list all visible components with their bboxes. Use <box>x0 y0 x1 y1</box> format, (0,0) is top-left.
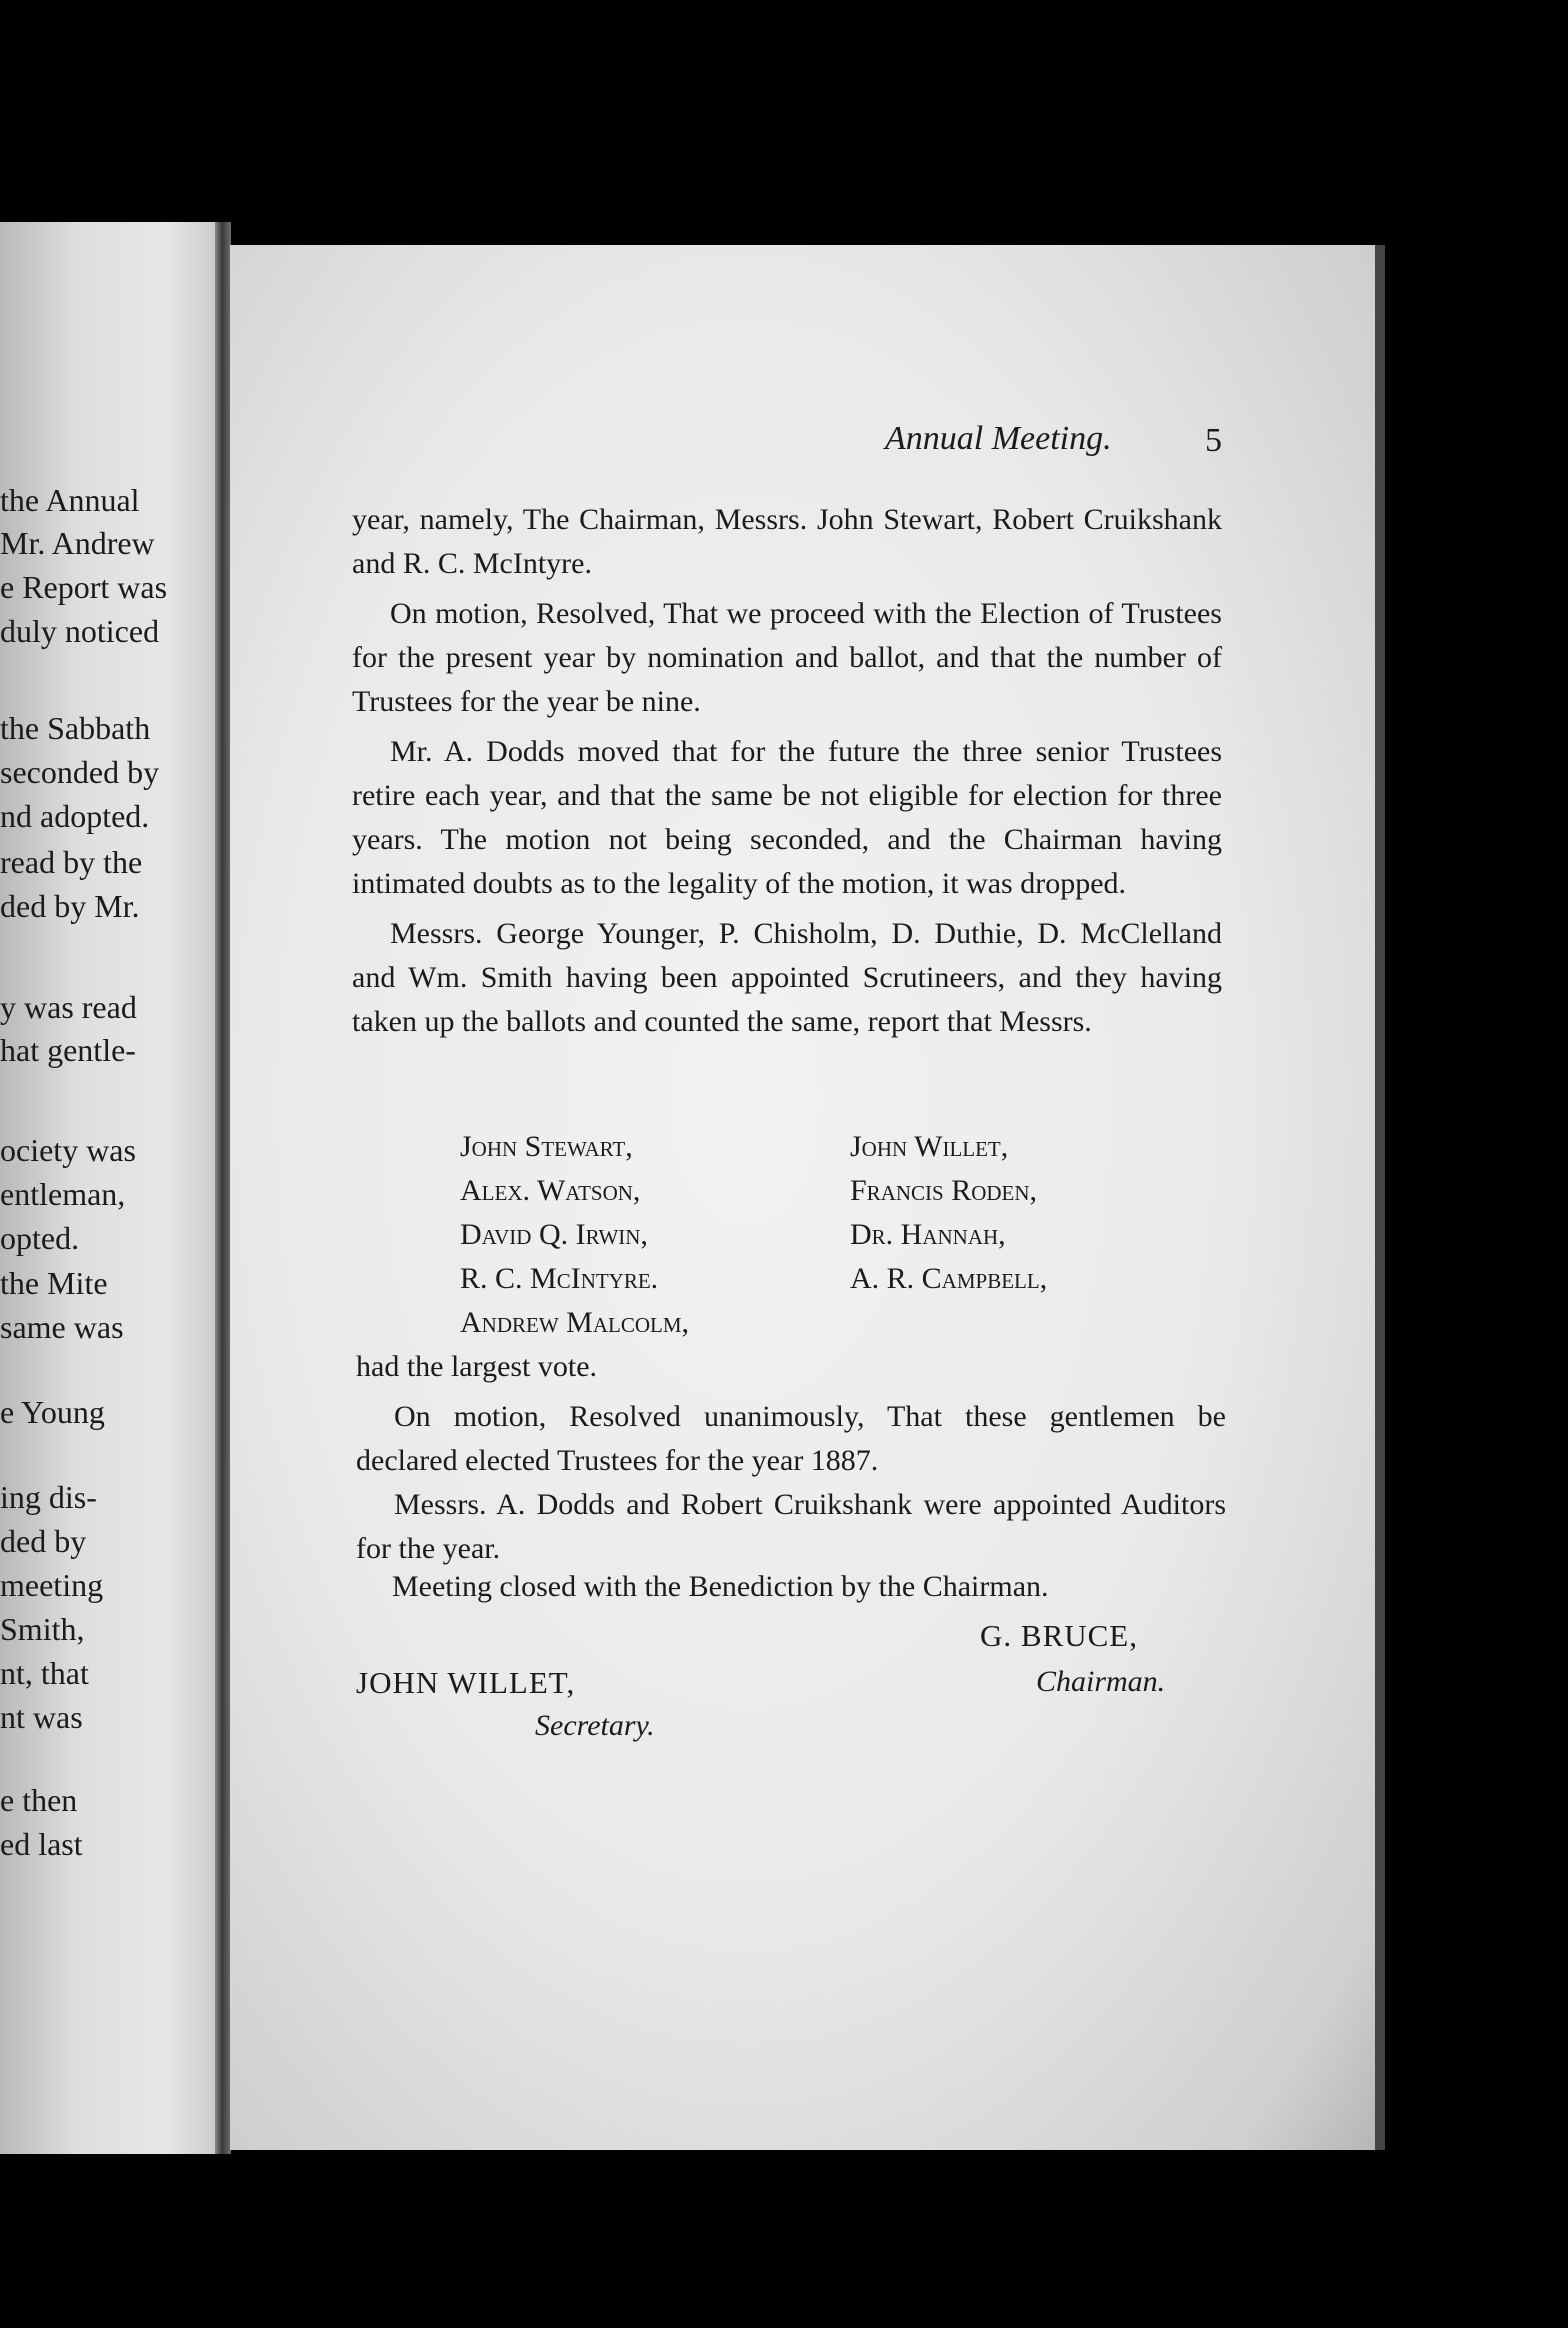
page-number: 5 <box>1205 422 1222 459</box>
running-header: Annual Meeting. <box>885 420 1112 457</box>
trustee-name: Dr. Hannah, <box>850 1218 1006 1251</box>
left-line: nd adopted. <box>0 798 150 834</box>
paragraph: Mr. A. Dodds moved that for the future the three senior Trustees retire each year, and that the same be not eligible for election for three years. The motion not being seconded, and the Chairman having intimated doubts as to the legality of the motion, it was dropped. <box>352 735 1222 900</box>
chairman-signature: G. BRUCE, <box>980 1618 1138 1653</box>
trustee-name: John Willet, <box>850 1130 1009 1163</box>
left-line: Smith, <box>0 1611 85 1647</box>
resolutions <box>356 1395 1226 1571</box>
secretary-signature: JOHN WILLET, <box>356 1665 576 1700</box>
paragraph: On motion, Resolved unanimously, That these gentlemen be declared elected Trustees for the year 1887. <box>356 1400 1226 1477</box>
left-line: entleman, <box>0 1176 126 1212</box>
trustee-name: David Q. Irwin, <box>460 1218 648 1251</box>
trustee-name: Andrew Malcolm, <box>460 1306 689 1339</box>
left-line: seconded by <box>0 754 160 790</box>
body-text <box>352 498 1222 1044</box>
trustee-name: Alex. Watson, <box>460 1174 641 1207</box>
secretary-title: Secretary. <box>535 1709 655 1742</box>
closing-line: Meeting closed with the Benediction by the Chairman. <box>392 1570 1049 1603</box>
left-line: nt, that <box>0 1655 89 1691</box>
trustee-column-right <box>850 1125 1047 1301</box>
paragraph: Messrs. George Younger, P. Chisholm, D. Duthie, D. McClelland and Wm. Smith having been appointed Scrutineers, and they having taken up the ballots and counted the same, report that Messrs. <box>352 917 1222 1038</box>
left-line: the Mite <box>0 1265 108 1301</box>
left-line: ded by Mr. <box>0 888 140 924</box>
left-line: ded by <box>0 1523 87 1559</box>
left-line: the Annual <box>0 482 140 518</box>
left-line: same was <box>0 1309 124 1345</box>
vote-line: had the largest vote. <box>356 1350 598 1383</box>
left-line: nt was <box>0 1699 83 1735</box>
left-line: e Young <box>0 1394 105 1430</box>
chairman-title: Chairman. <box>1036 1665 1166 1698</box>
right-page <box>230 245 1375 2150</box>
trustee-column-left <box>460 1125 689 1345</box>
book-gutter <box>215 222 231 2154</box>
left-page <box>0 222 222 2154</box>
trustee-name: Francis Roden, <box>850 1174 1038 1207</box>
paragraph: On motion, Resolved, That we proceed with the Election of Trustees for the present year by nomination and ballot, and that the number of Trustees for the year be nine. <box>352 597 1222 718</box>
left-line: opted. <box>0 1220 80 1256</box>
left-line: meeting <box>0 1567 104 1603</box>
left-line: ed last <box>0 1826 83 1862</box>
left-line: hat gentle- <box>0 1032 136 1068</box>
left-line: ing dis- <box>0 1479 97 1515</box>
trustee-name: A. R. Campbell, <box>850 1262 1048 1295</box>
left-line: read by the <box>0 844 143 880</box>
left-line: e Report was <box>0 569 168 605</box>
left-line: ociety was <box>0 1132 136 1168</box>
left-line: y was read <box>0 989 137 1025</box>
paragraph: year, namely, The Chairman, Messrs. John Stewart, Robert Cruikshank and R. C. McIntyre. <box>352 503 1222 580</box>
left-line: the Sabbath <box>0 710 151 746</box>
paragraph: Messrs. A. Dodds and Robert Cruikshank were appointed Auditors for the year. <box>356 1488 1226 1565</box>
left-line: e then <box>0 1782 78 1818</box>
left-line: duly noticed <box>0 613 160 649</box>
left-line: Mr. Andrew <box>0 525 155 561</box>
trustee-name: R. C. McIntyre. <box>460 1262 659 1295</box>
trustee-name: John Stewart, <box>460 1130 633 1163</box>
page-edge-shadow <box>1375 245 1385 2150</box>
